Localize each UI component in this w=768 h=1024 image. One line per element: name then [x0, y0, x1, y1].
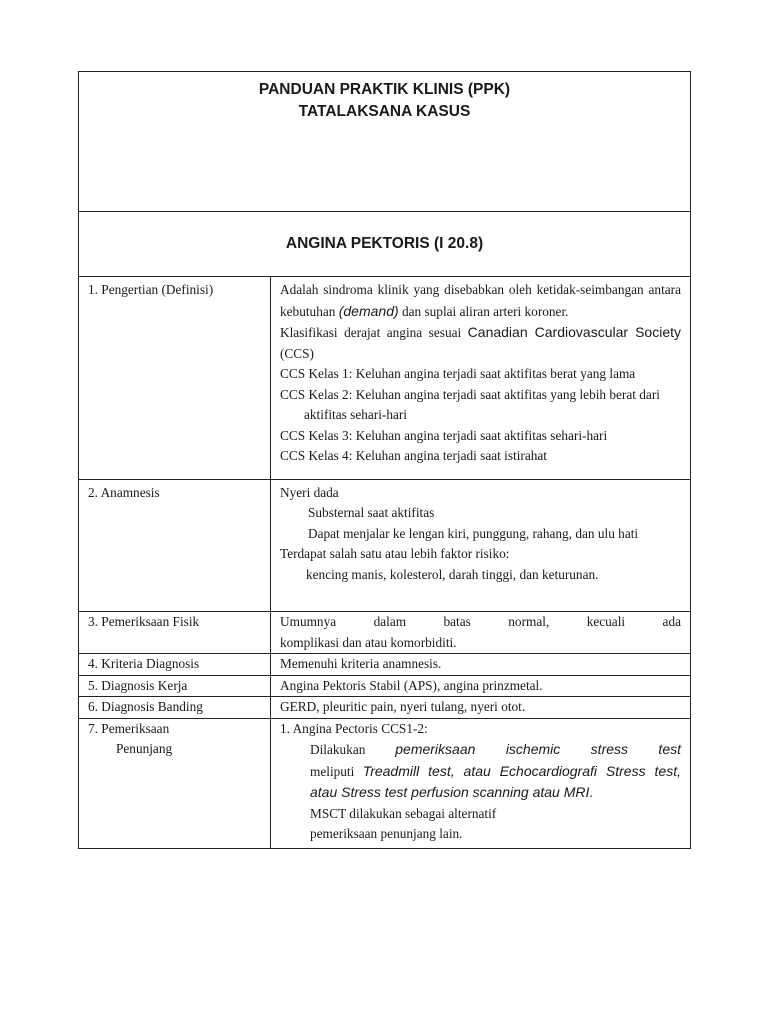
row-content-definisi	[271, 277, 691, 479]
row-label: 5. Diagnosis Kerja	[79, 675, 271, 697]
header-title-line1: PANDUAN PRAKTIK KLINIS (PPK)	[258, 81, 511, 98]
table-row-penunjang	[79, 718, 690, 848]
table-row-pemeriksaan-fisik	[79, 612, 690, 654]
penunjang-line	[280, 761, 681, 804]
row-label: 6. Diagnosis Banding	[79, 697, 271, 719]
row-content-kerja: Angina Pektoris Stabil (APS), angina prinzmetal.	[271, 675, 691, 697]
ischemic-stress-test-term: pemeriksaan ischemic stress test	[395, 741, 681, 757]
row-label: 4. Kriteria Diagnosis	[79, 654, 271, 676]
definition-text: Adalah sindroma klinik yang disebabkan oleh ketidak-seimbangan antara kebutuhan	[280, 282, 681, 319]
row-content-kriteria: Memenuhi kriteria anamnesis.	[271, 654, 691, 676]
row-label: 1. Pengertian (Definisi)	[79, 277, 271, 479]
penunjang-line: pemeriksaan penunjang lain.	[310, 826, 463, 841]
row-label: 2. Anamnesis	[79, 479, 271, 612]
table-row-diagnosis-banding	[79, 697, 690, 719]
row-content-banding: GERD, pleuritic pain, nyeri tulang, nyeri otot.	[271, 697, 691, 719]
anamnesis-line: Terdapat salah satu atau lebih faktor risiko:	[280, 546, 510, 561]
ppk-table	[79, 277, 690, 848]
anamnesis-line: Dapat menjalar ke lengan kiri, punggung, rahang, dan ulu hati	[308, 525, 639, 541]
penunjang-text-end: .	[589, 785, 593, 800]
table-row-diagnosis-kerja	[79, 675, 690, 697]
penunjang-line: 1. Angina Pectoris CCS1-2:	[280, 720, 428, 736]
ccs-class-4: CCS Kelas 4: Keluhan angina terjadi saat istirahat	[280, 448, 547, 463]
ccs-class-1: CCS Kelas 1: Keluhan angina terjadi saat aktifitas berat yang lama	[280, 366, 636, 381]
anamnesis-line: kencing manis, kolesterol, darah tinggi, dan keturunan.	[306, 566, 599, 582]
ppk-document	[78, 71, 691, 849]
row-content-penunjang	[271, 718, 691, 848]
classification-paragraph	[280, 322, 681, 364]
ccs-class-3: CCS Kelas 3: Keluhan angina terjadi saat aktifitas sehari-hari	[280, 427, 608, 443]
row-label-cont: Penunjang	[116, 741, 173, 756]
ccs-class-2: CCS Kelas 2: Keluhan angina terjadi saat aktifitas yang lebih berat dari aktifitas sehari-hari	[280, 386, 660, 422]
definition-demand-term: (demand)	[338, 302, 399, 319]
row-content-fisik	[271, 612, 691, 654]
table-row-kriteria	[79, 654, 690, 676]
ccs-society-name: Canadian Cardiovascular Society	[467, 324, 681, 340]
table-row-definisi	[79, 277, 690, 479]
classification-text: Klasifikasi derajat angina sesuai	[280, 325, 468, 340]
classification-abbrev: (CCS)	[280, 345, 314, 361]
penunjang-line	[280, 739, 681, 761]
stress-test-methods: Treadmill test, atau Echocardiografi Stress test, atau Stress test perfusion scanning atau MRI	[310, 762, 681, 800]
header-title-line2: TATALAKSANA KASUS	[298, 103, 471, 120]
document-header	[79, 72, 690, 212]
anamnesis-line: Substernal saat aktifitas	[308, 505, 435, 520]
definition-text-end: dan suplai aliran arteri koroner.	[398, 303, 569, 319]
row-label: 3. Pemeriksaan Fisik	[79, 612, 271, 654]
row-label-penunjang	[79, 718, 271, 848]
penunjang-text: Dilakukan	[310, 742, 396, 757]
definition-paragraph	[280, 280, 681, 322]
row-label: 7. Pemeriksaan	[88, 720, 170, 736]
topic-title: ANGINA PEKTORIS (I 20.8)	[79, 212, 690, 277]
penunjang-text: meliputi	[310, 763, 363, 779]
fisik-line: komplikasi dan atau komorbiditi.	[280, 634, 457, 650]
row-content-anamnesis	[271, 479, 691, 612]
table-row-anamnesis	[79, 479, 690, 612]
penunjang-line: MSCT dilakukan sebagai alternatif	[310, 805, 497, 821]
anamnesis-line: Nyeri dada	[280, 484, 339, 500]
fisik-line: Umumnya dalam batas normal, kecuali ada	[280, 614, 681, 629]
